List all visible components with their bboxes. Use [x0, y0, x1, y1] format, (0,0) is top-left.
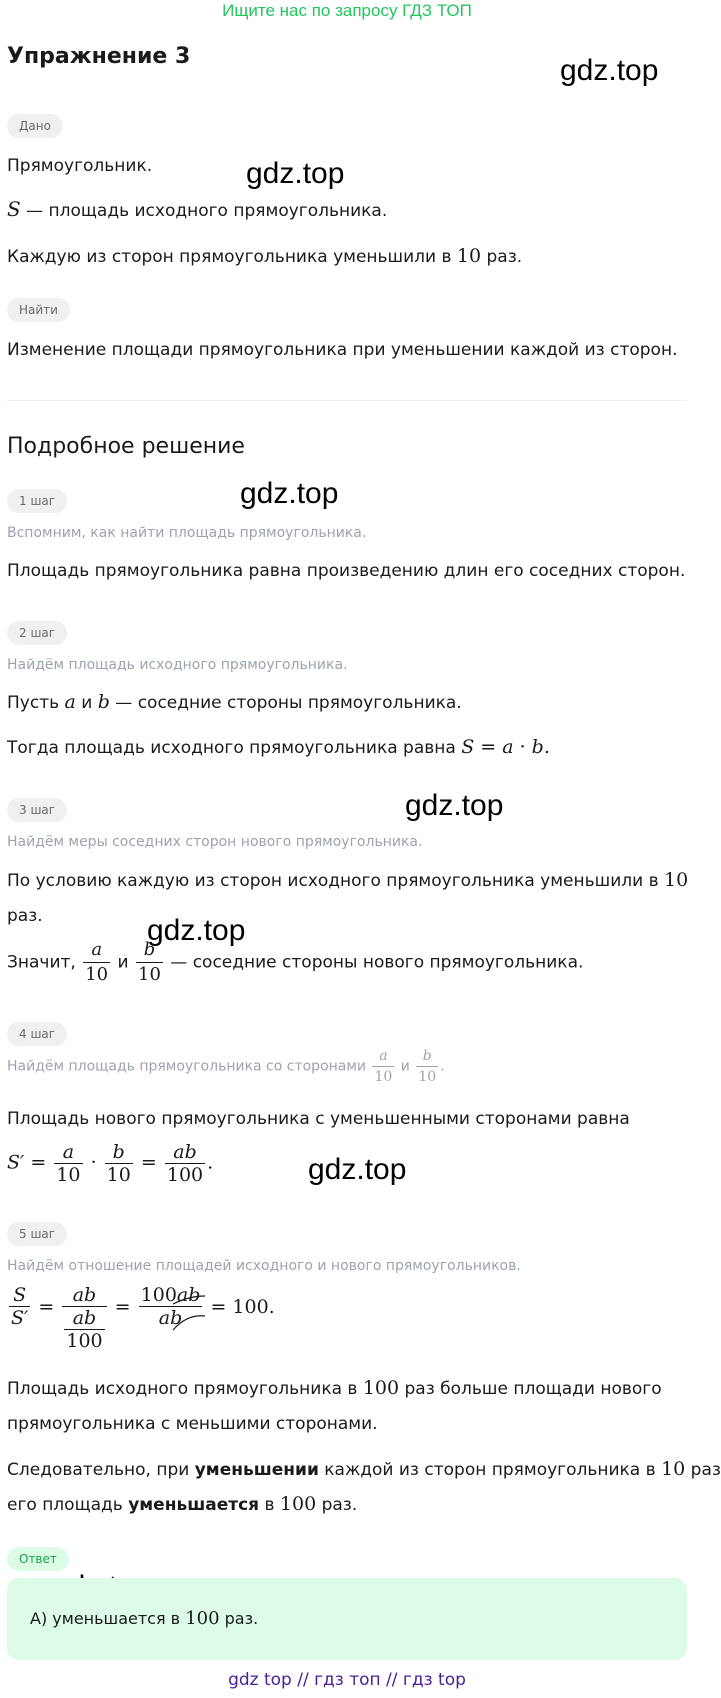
step-2-line-2: [7, 735, 550, 760]
formula-s-ab: S = a · b.: [461, 736, 550, 758]
num-100: 100: [279, 1493, 317, 1515]
step-3-badge: 3 шаг: [7, 798, 67, 822]
answer-badge: Ответ: [7, 1547, 69, 1571]
step-4-formula: [7, 1141, 213, 1186]
step-5-line-3: [7, 1457, 721, 1482]
step-5-line-1: [7, 1376, 662, 1401]
text: Пусть: [7, 693, 65, 713]
text: его площадь: [7, 1495, 129, 1515]
step-5-hint: Найдём отношение площадей исходного и нового прямоугольников.: [7, 1258, 521, 1274]
step-2-hint: Найдём площадь исходного прямоугольника.: [7, 657, 348, 673]
given-line-2-text: — площадь исходного прямоугольника.: [20, 201, 388, 221]
text: — соседние стороны прямоугольника.: [109, 693, 462, 713]
step-5-line-2: прямоугольника с меньшими сторонами.: [7, 1414, 378, 1434]
dot: ·: [90, 1151, 97, 1174]
fraction-b-10: $\frac{b}{10}$: [138, 939, 161, 985]
text: А) уменьшается в: [30, 1609, 186, 1628]
text: По условию каждую из сторон исходного прямоугольника уменьшили в: [7, 871, 664, 891]
text: раз больше площади нового: [399, 1379, 662, 1399]
step-4-hint: [7, 1046, 445, 1087]
step-4-text: Площадь нового прямоугольника с уменьшенными сторонами равна: [7, 1109, 630, 1129]
step-1-text: Площадь прямоугольника равна произведению длин его соседних сторон.: [7, 561, 686, 581]
fraction-100ab-ab-cancelled: $\frac{100ab}{ab}$: [139, 1284, 203, 1329]
fraction-ab-100: $\frac{ab}{100}$: [166, 1141, 204, 1186]
watermark: gdz.top: [560, 54, 659, 87]
text: Тогда площадь исходного прямоугольника равна: [7, 738, 462, 758]
solution-title: Подробное решение: [7, 434, 245, 459]
num-100: 100: [362, 1377, 400, 1399]
s-prime: S′ =: [7, 1151, 47, 1174]
var-a: a: [64, 691, 76, 713]
num-10: 10: [664, 869, 689, 891]
text: Площадь исходного прямоугольника в: [7, 1379, 363, 1399]
given-line-1: Прямоугольник.: [7, 156, 153, 176]
footer-links[interactable]: gdz top // гдз топ // гдз top: [228, 1670, 466, 1690]
find-badge: Найти: [7, 298, 70, 322]
cancel-strike-icon: [169, 1286, 209, 1330]
step-3-line-1: [7, 868, 688, 893]
text: и: [75, 693, 98, 713]
step-2-badge: 2 шаг: [7, 621, 67, 645]
given-line-3: [7, 244, 522, 269]
step-1-hint: Вспомним, как найти площадь прямоугольника.: [7, 525, 367, 541]
given-badge: Дано: [7, 114, 63, 138]
bold-text: уменьшается: [128, 1495, 260, 1515]
step-5-badge: 5 шаг: [7, 1222, 67, 1246]
num-10: 10: [661, 1458, 686, 1480]
equals: =: [114, 1296, 131, 1318]
result: = 100.: [210, 1296, 275, 1318]
text: .: [440, 1058, 445, 1075]
fraction-s-sprime: $\frac{S}{S'}$: [11, 1284, 29, 1329]
text: раз.: [316, 1495, 358, 1515]
watermark: gdz.top: [405, 789, 504, 822]
watermark: gdz.top: [147, 914, 246, 947]
fraction-a-10: $\frac{a}{10}$: [85, 939, 109, 985]
top-banner: Ищите нас по запросу ГДЗ ТОП: [222, 1, 472, 20]
compound-fraction: $\frac{ab}{\frac{ab}{100}}$: [62, 1284, 106, 1352]
num-100: 100: [185, 1608, 220, 1629]
watermark: gdz.top: [240, 477, 339, 510]
given-line-3-text: Каждую из сторон прямоугольника уменьшили в: [7, 247, 457, 267]
text: .: [207, 1151, 214, 1174]
step-3-hint: Найдём меры соседних сторон нового прямоугольника.: [7, 834, 423, 850]
text: Значит,: [7, 952, 82, 973]
fraction-b-10: $\frac{b}{10}$: [418, 1048, 437, 1085]
answer-text: [30, 1607, 258, 1631]
text: раз: [685, 1460, 721, 1480]
watermark: gdz.top: [308, 1153, 407, 1186]
fraction-ab-100: $\frac{ab}{100}$: [66, 1307, 103, 1352]
step-2-line-1: [7, 690, 462, 715]
equals: =: [140, 1151, 157, 1174]
text: и: [112, 952, 134, 973]
step-3-line-2: раз.: [7, 906, 43, 926]
text: Следовательно, при: [7, 1460, 195, 1480]
text: в: [259, 1495, 280, 1515]
page-title: Упражнение 3: [7, 44, 191, 69]
watermark: gdz.top: [246, 157, 345, 190]
step-4-badge: 4 шаг: [7, 1022, 67, 1046]
bold-text: уменьшении: [194, 1460, 319, 1480]
text: каждой из сторон прямоугольника в: [318, 1460, 662, 1480]
step-1-badge: 1 шаг: [7, 489, 67, 513]
text: и: [396, 1058, 415, 1075]
step-3-line-3: [7, 938, 583, 987]
num-10: 10: [456, 245, 482, 267]
var-s: S: [7, 197, 21, 221]
text: — соседние стороны нового прямоугольника.: [164, 952, 584, 973]
var-b: b: [97, 691, 110, 713]
text: раз.: [219, 1609, 259, 1628]
divider: [7, 400, 687, 401]
given-line-2: [7, 197, 387, 223]
fraction-b-10: $\frac{b}{10}$: [106, 1141, 131, 1186]
given-line-3-end: раз.: [481, 247, 523, 267]
text: Найдём площадь прямоугольника со сторонами: [7, 1058, 371, 1075]
fraction-a-10: $\frac{a}{10}$: [56, 1141, 81, 1186]
step-5-formula: [7, 1284, 275, 1352]
find-text: Изменение площади прямоугольника при уменьшении каждой из сторон.: [7, 340, 678, 360]
step-5-line-4: [7, 1492, 357, 1517]
equals: =: [38, 1296, 55, 1318]
fraction-a-10: $\frac{a}{10}$: [374, 1048, 393, 1085]
